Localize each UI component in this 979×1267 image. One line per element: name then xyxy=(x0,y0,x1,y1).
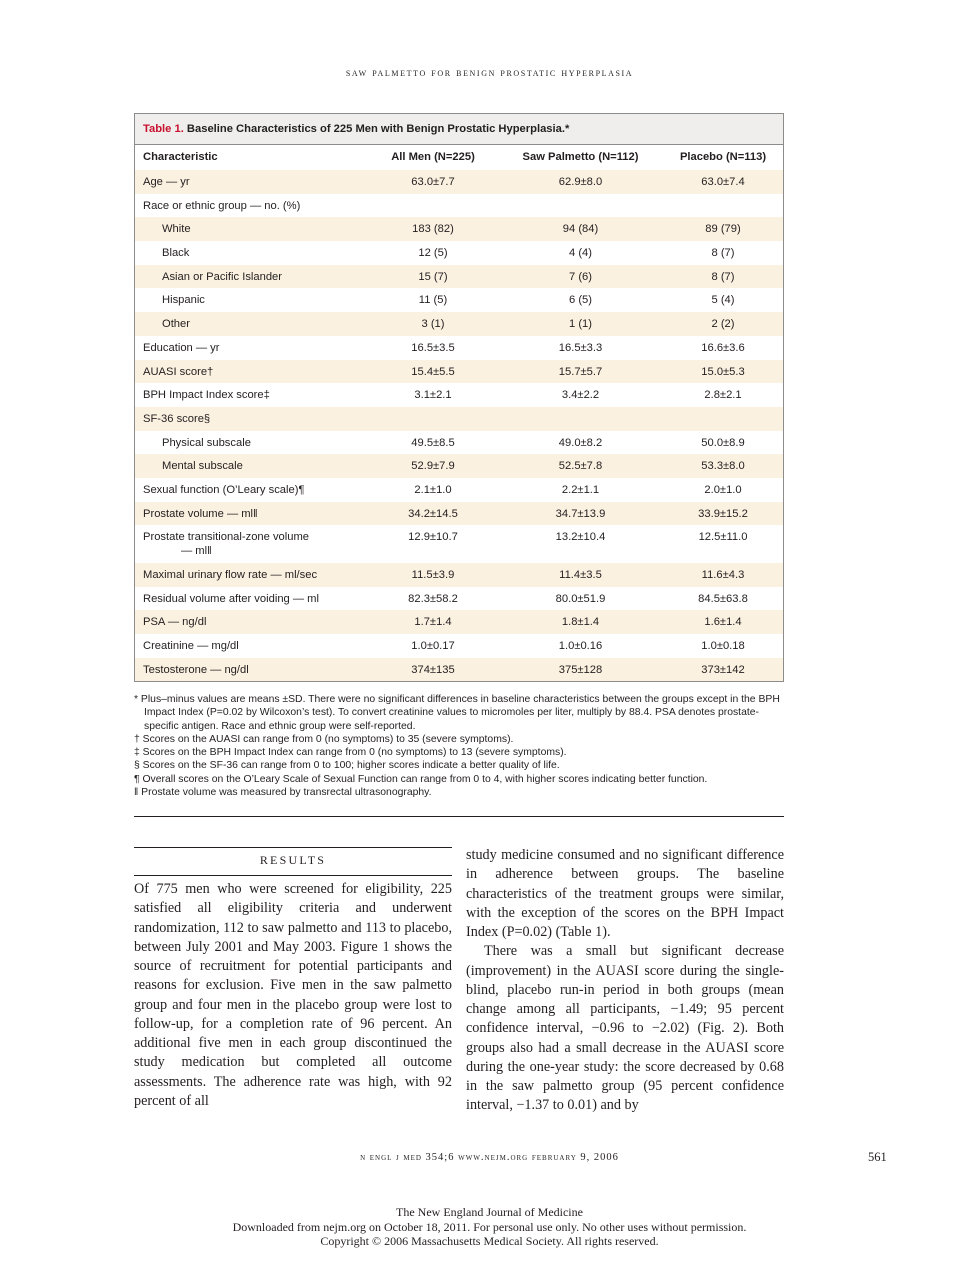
row-label-text: Sexual function (O’Leary scale)¶ xyxy=(143,483,305,496)
saw-palmetto-cell: 80.0±51.9 xyxy=(555,592,606,605)
footnote: ¶ Overall scores on the O’Leary Scale of Sexual Function can range from 0 to 4, with higher scores indicating better function. xyxy=(134,773,708,785)
footnote: ‡ Scores on the BPH Impact Index can range from 0 (no symptoms) to 13 (severe symptoms). xyxy=(134,747,567,759)
table-row xyxy=(135,241,783,265)
row-label xyxy=(135,407,368,426)
all-men-cell: 3.1±2.1 xyxy=(414,389,452,402)
footnote: † Scores on the AUASI can range from 0 (no symptoms) to 35 (severe symptoms). xyxy=(134,733,514,745)
right-column xyxy=(466,846,784,1116)
row-label xyxy=(135,563,368,582)
row-label xyxy=(135,634,368,653)
folio-line: n engl j med 354;6 www.nejm.org february 9, 2006 xyxy=(360,1152,619,1163)
row-label xyxy=(135,336,368,355)
table-row xyxy=(135,634,783,658)
all-men-cell: 11 (5) xyxy=(418,294,448,307)
row-label xyxy=(135,502,368,521)
saw-palmetto-cell xyxy=(498,407,663,412)
table-row xyxy=(135,217,783,241)
saw-palmetto-cell: 11.4±3.5 xyxy=(559,568,602,581)
saw-palmetto-cell: 13.2±10.4 xyxy=(555,531,606,544)
row-label xyxy=(135,265,368,284)
all-men-cell: 12 (5) xyxy=(418,247,448,260)
row-label-text: Residual volume after voiding — ml xyxy=(143,592,319,605)
placebo-cell: 84.5±63.8 xyxy=(698,592,748,605)
table-row xyxy=(135,170,783,194)
row-label-text: BPH Impact Index score‡ xyxy=(143,389,270,402)
row-label-text: Race or ethnic group — no. (%) xyxy=(143,199,301,212)
saw-palmetto-cell: 2.2±1.1 xyxy=(561,483,600,496)
table-row xyxy=(135,312,783,336)
table-title-text: Baseline Characteristics of 225 Men with Benign Prostatic Hyperplasia.* xyxy=(183,123,570,135)
all-men-cell: 52.9±7.9 xyxy=(411,460,455,473)
all-men-cell: 82.3±58.2 xyxy=(408,592,458,605)
footnote: ‖ Prostate volume was measured by transrectal ultrasonography. xyxy=(134,787,432,799)
all-men-cell: 12.9±10.7 xyxy=(408,531,458,544)
footnote: § Scores on the SF-36 can range from 0 to 100; higher scores indicate a better quality of life. xyxy=(134,760,560,772)
row-label-text: Other xyxy=(162,318,190,331)
row-label xyxy=(135,360,368,379)
all-men-cell: 49.5±8.5 xyxy=(411,436,455,449)
row-label-text: Asian or Pacific Islander xyxy=(162,270,283,283)
placebo-cell: 89 (79) xyxy=(705,223,741,236)
placebo-cell: 53.3±8.0 xyxy=(701,460,745,473)
column-header: Placebo (N=113) xyxy=(679,151,767,163)
row-label-text: AUASI score† xyxy=(143,365,214,378)
row-label-text: Testosterone — ng/dl xyxy=(143,663,249,676)
table-row xyxy=(135,587,783,611)
row-label-continuation: — ml‖ xyxy=(181,545,212,558)
footnote: * Plus–minus values are means ±SD. There were no significant differences in baseline characteristics between the groups except in the BPH Impact Index (P=0.02 by Wilcoxon’s test). To convert creatinine values to micromoles per liter, multiply by 88.4. PSA denotes prostate-specific antigen. Race and ethnic group were self-reported. xyxy=(134,694,780,732)
row-label xyxy=(135,454,368,473)
table-row xyxy=(135,478,783,502)
placebo-cell: 1.0±0.18 xyxy=(701,639,745,652)
placebo-cell: 11.6±4.3 xyxy=(701,568,745,581)
saw-palmetto-cell: 1.8±1.4 xyxy=(561,616,600,629)
row-label-text: Physical subscale xyxy=(162,436,251,449)
placebo-cell: 16.6±3.6 xyxy=(701,341,745,354)
saw-palmetto-cell: 375±128 xyxy=(558,663,603,676)
all-men-cell: 3 (1) xyxy=(421,318,445,331)
table-body xyxy=(135,170,783,681)
all-men-cell: 34.2±14.5 xyxy=(408,507,458,520)
table-row xyxy=(135,563,783,587)
left-column xyxy=(134,880,452,1111)
all-men-cell: 2.1±1.0 xyxy=(414,483,452,496)
row-label xyxy=(135,478,368,497)
all-men-cell: 183 (82) xyxy=(412,223,454,236)
row-label-text: PSA — ng/dl xyxy=(143,616,207,629)
row-label xyxy=(135,610,368,629)
row-label-text: Maximal urinary flow rate — ml/sec xyxy=(143,568,318,581)
row-label xyxy=(135,288,368,307)
row-label-text: Hispanic xyxy=(162,294,205,307)
row-label xyxy=(135,658,368,677)
placebo-cell: 8 (7) xyxy=(711,247,735,260)
placebo-cell: 2 (2) xyxy=(711,318,735,331)
placebo-cell: 33.9±15.2 xyxy=(698,507,748,520)
table-header-row xyxy=(135,145,783,170)
table-row xyxy=(135,194,783,218)
column-header: Saw Palmetto (N=112) xyxy=(522,151,639,163)
all-men-cell: 374±135 xyxy=(411,663,455,676)
saw-palmetto-cell: 1 (1) xyxy=(568,318,592,331)
all-men-cell: 1.7±1.4 xyxy=(414,616,452,629)
table-row xyxy=(135,383,783,407)
table-row xyxy=(135,658,783,682)
table-footnotes xyxy=(134,693,784,799)
placebo-cell: 5 (4) xyxy=(711,294,735,307)
all-men-cell: 1.0±0.17 xyxy=(411,639,455,652)
row-label-text: Education — yr xyxy=(143,341,220,354)
saw-palmetto-cell: 49.0±8.2 xyxy=(558,436,603,449)
table-row xyxy=(135,525,783,563)
table-row xyxy=(135,454,783,478)
row-label-text: Creatinine — mg/dl xyxy=(143,639,239,652)
table-title xyxy=(135,114,783,145)
saw-palmetto-cell: 3.4±2.2 xyxy=(561,389,600,402)
all-men-cell xyxy=(368,194,498,199)
download-line: Downloaded from nejm.org on October 18, 2011. For personal use only. No other uses without permission. xyxy=(232,1219,747,1234)
saw-palmetto-cell: 52.5±7.8 xyxy=(558,460,603,473)
all-men-cell: 16.5±3.5 xyxy=(411,341,455,354)
row-label xyxy=(135,383,368,402)
table-row xyxy=(135,610,783,634)
row-label-text: SF-36 score§ xyxy=(143,412,211,425)
body-paragraph: Of 775 men who were screened for eligibility, 225 satisfied all eligibility criteria and underwent randomization, 112 to saw palmetto and 113 to placebo, between July 2001 and May 2003. Figure 1 shows the source of recruitment for potential participants and reasons for exclusion. Five men in the saw palmetto group and four men in the placebo group were lost to follow-up, for a completion rate of 96 percent. An additional five men in each group discontinued the study medication but completed all outcome assessments. The adherence rate was high, with 92 percent of all xyxy=(134,881,452,1109)
all-men-cell: 11.5±3.9 xyxy=(411,568,455,581)
placebo-cell: 12.5±11.0 xyxy=(698,531,748,544)
body-paragraph: study medicine consumed and no significant difference in adherence between groups. The baseline characteristics of the treatment groups were similar, with the exception of the scores on the BPH Impact Index (P=0.02) (Table 1). xyxy=(466,847,784,940)
all-men-cell: 15.4±5.5 xyxy=(411,365,455,378)
saw-palmetto-cell: 62.9±8.0 xyxy=(558,176,603,188)
table-row xyxy=(135,288,783,312)
placebo-cell: 1.6±1.4 xyxy=(704,616,742,629)
table-row xyxy=(135,407,783,431)
placebo-cell: 15.0±5.3 xyxy=(701,365,745,378)
section-heading: RESULTS xyxy=(134,847,452,876)
row-label xyxy=(135,241,368,260)
saw-palmetto-cell xyxy=(498,194,663,199)
saw-palmetto-cell: 16.5±3.3 xyxy=(558,341,603,354)
footnote-divider xyxy=(134,816,784,817)
table-number: Table 1. xyxy=(143,123,184,135)
row-label xyxy=(135,312,368,331)
row-label-text: Prostate transitional-zone volume xyxy=(143,531,310,544)
table-row xyxy=(135,336,783,360)
row-label xyxy=(135,170,368,189)
running-head: saw palmetto for benign prostatic hyperplasia xyxy=(345,67,634,79)
table-row xyxy=(135,431,783,455)
row-label xyxy=(135,587,368,606)
row-label xyxy=(135,217,368,236)
saw-palmetto-cell: 1.0±0.16 xyxy=(558,639,603,652)
saw-palmetto-cell: 4 (4) xyxy=(568,247,592,260)
download-notice xyxy=(0,1205,979,1249)
row-label xyxy=(135,525,368,558)
saw-palmetto-cell: 6 (5) xyxy=(568,294,592,307)
placebo-cell xyxy=(663,194,783,199)
placebo-cell: 373±142 xyxy=(701,663,745,676)
row-label-text: Black xyxy=(162,247,190,260)
placebo-cell: 8 (7) xyxy=(711,270,735,283)
column-header: All Men (N=225) xyxy=(391,151,475,163)
placebo-cell xyxy=(663,407,783,412)
row-label xyxy=(135,194,368,213)
row-label-text: Mental subscale xyxy=(162,460,243,473)
column-header: Characteristic xyxy=(143,151,218,163)
saw-palmetto-cell: 34.7±13.9 xyxy=(555,507,606,520)
saw-palmetto-cell: 15.7±5.7 xyxy=(558,365,603,378)
row-label-text: Age — yr xyxy=(143,176,190,188)
row-label-text: White xyxy=(162,223,191,236)
all-men-cell xyxy=(368,407,498,412)
saw-palmetto-cell: 94 (84) xyxy=(562,223,599,236)
page-number: 561 xyxy=(868,1150,887,1164)
baseline-table xyxy=(134,113,784,682)
row-label-text: Prostate volume — ml‖ xyxy=(143,507,258,520)
row-label xyxy=(135,431,368,450)
placebo-cell: 50.0±8.9 xyxy=(701,436,745,449)
table-row xyxy=(135,360,783,384)
table-row xyxy=(135,502,783,526)
table-row xyxy=(135,265,783,289)
all-men-cell: 15 (7) xyxy=(418,270,448,283)
copyright-line: Copyright © 2006 Massachusetts Medical Society. All rights reserved. xyxy=(320,1234,659,1249)
placebo-cell: 63.0±7.4 xyxy=(701,176,745,188)
journal-name: The New England Journal of Medicine xyxy=(396,1205,583,1219)
placebo-cell: 2.8±2.1 xyxy=(704,389,742,402)
placebo-cell: 2.0±1.0 xyxy=(704,483,742,496)
body-paragraph: There was a small but significant decrease (improvement) in the AUASI score during the single-blind, placebo run-in period in both groups (mean change among all participants, −1.49; 95 percent confidence interval, −0.96 to −2.02) (Fig. 2). Both groups also had a small decrease in the AUASI score during the one-year study: the score decreased by 0.68 in the saw palmetto group (95 percent confidence interval, −1.37 to 0.01) and by xyxy=(466,943,784,1114)
all-men-cell: 63.0±7.7 xyxy=(411,176,455,188)
saw-palmetto-cell: 7 (6) xyxy=(568,270,592,283)
